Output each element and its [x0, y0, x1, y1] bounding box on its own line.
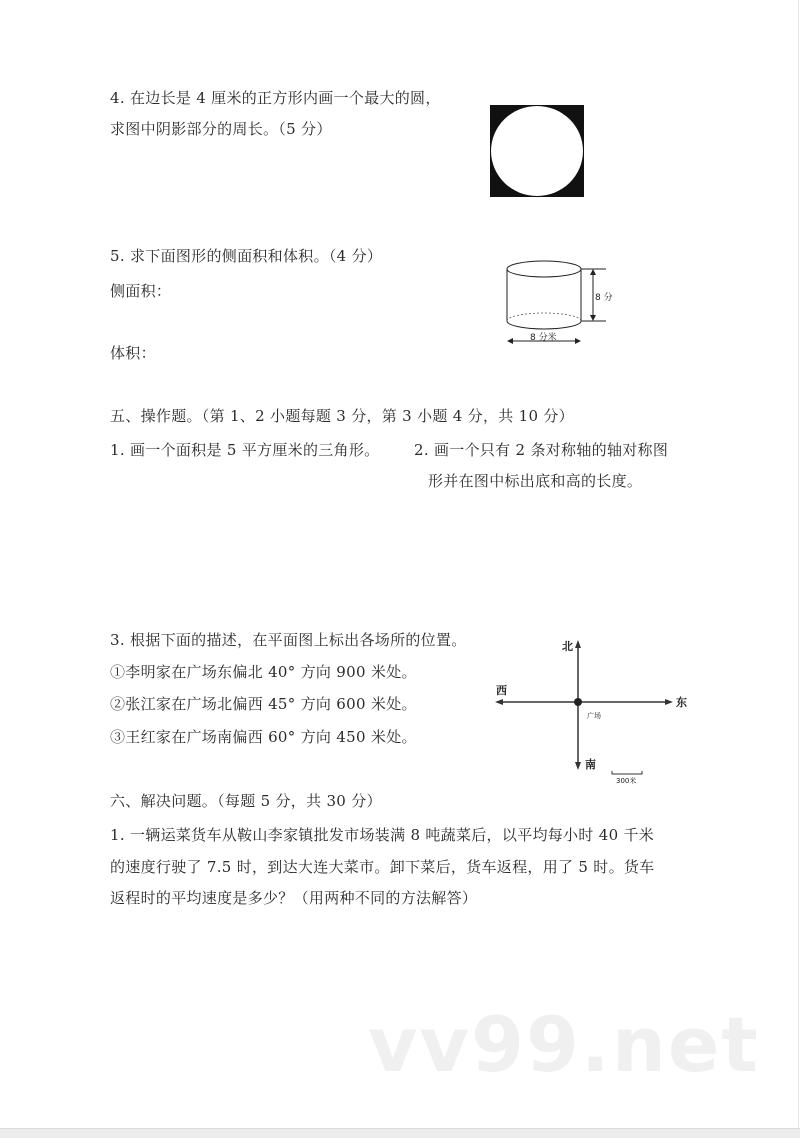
east-arrow-icon [665, 699, 673, 705]
south-arrow-icon [575, 762, 581, 770]
section6-q1-line3: 返程时的平均速度是多少？（用两种不同的方法解答） [110, 889, 478, 907]
north-label: 北 [562, 640, 573, 653]
q4-line2: 求图中阴影部分的周长。（5 分） [110, 120, 332, 138]
east-label: 东 [676, 696, 687, 709]
scale-label: 300米 [616, 777, 637, 785]
section5-q3-title: 3. 根据下面的描述，在平面图上标出各场所的位置。 [110, 631, 467, 649]
q4-line1: 4. 在边长是 4 厘米的正方形内画一个最大的圆， [110, 89, 441, 107]
section5-q3-item-3: ③王红家在广场南偏西 60° 方向 450 米处。 [110, 728, 417, 746]
section5-q2-line2: 形并在图中标出底和高的长度。 [428, 472, 643, 490]
section5-q2-line1: 2. 画一个只有 2 条对称轴的轴对称图 [414, 441, 669, 459]
q5-lateral-area-label: 侧面积： [110, 282, 172, 300]
scale-bar [612, 771, 642, 774]
section6-q1-line1: 1. 一辆运菜货车从鞍山李家镇批发市场装满 8 吨蔬菜后，以平均每小时 40 千米 [110, 826, 655, 844]
north-arrow-icon [575, 640, 581, 648]
cylinder-diameter-label: 8 分米 [530, 333, 557, 343]
section6-heading: 六、解决问题。（每题 5 分，共 30 分） [110, 792, 382, 810]
cylinder-figure [500, 255, 620, 350]
west-label: 西 [496, 684, 507, 697]
compass-map-figure [490, 634, 690, 786]
q5-title: 5. 求下面图形的侧面积和体积。（4 分） [110, 247, 383, 265]
plaza-label: 广场 [587, 712, 601, 720]
section5-q1: 1. 画一个面积是 5 平方厘米的三角形。 [110, 441, 380, 459]
section5-heading: 五、操作题。（第 1、2 小题每题 3 分，第 3 小题 4 分，共 10 分） [110, 407, 574, 425]
section6-q1-line2: 的速度行驶了 7.5 时，到达大连大菜市。卸下菜后，货车返程，用了 5 时。货车 [110, 858, 655, 876]
section5-q3-item-1: ①李明家在广场东偏北 40° 方向 900 米处。 [110, 663, 417, 681]
square-circle-figure [490, 105, 584, 197]
section5-q3-item-2: ②张江家在广场北偏西 45° 方向 600 米处。 [110, 695, 417, 713]
plaza-center-dot [574, 698, 582, 706]
watermark: vv99.net [368, 1000, 760, 1089]
q5-volume-label: 体积： [110, 344, 156, 362]
west-arrow-icon [495, 699, 503, 705]
south-label: 南 [585, 758, 596, 771]
cylinder-height-label: 8 分 [595, 293, 613, 303]
